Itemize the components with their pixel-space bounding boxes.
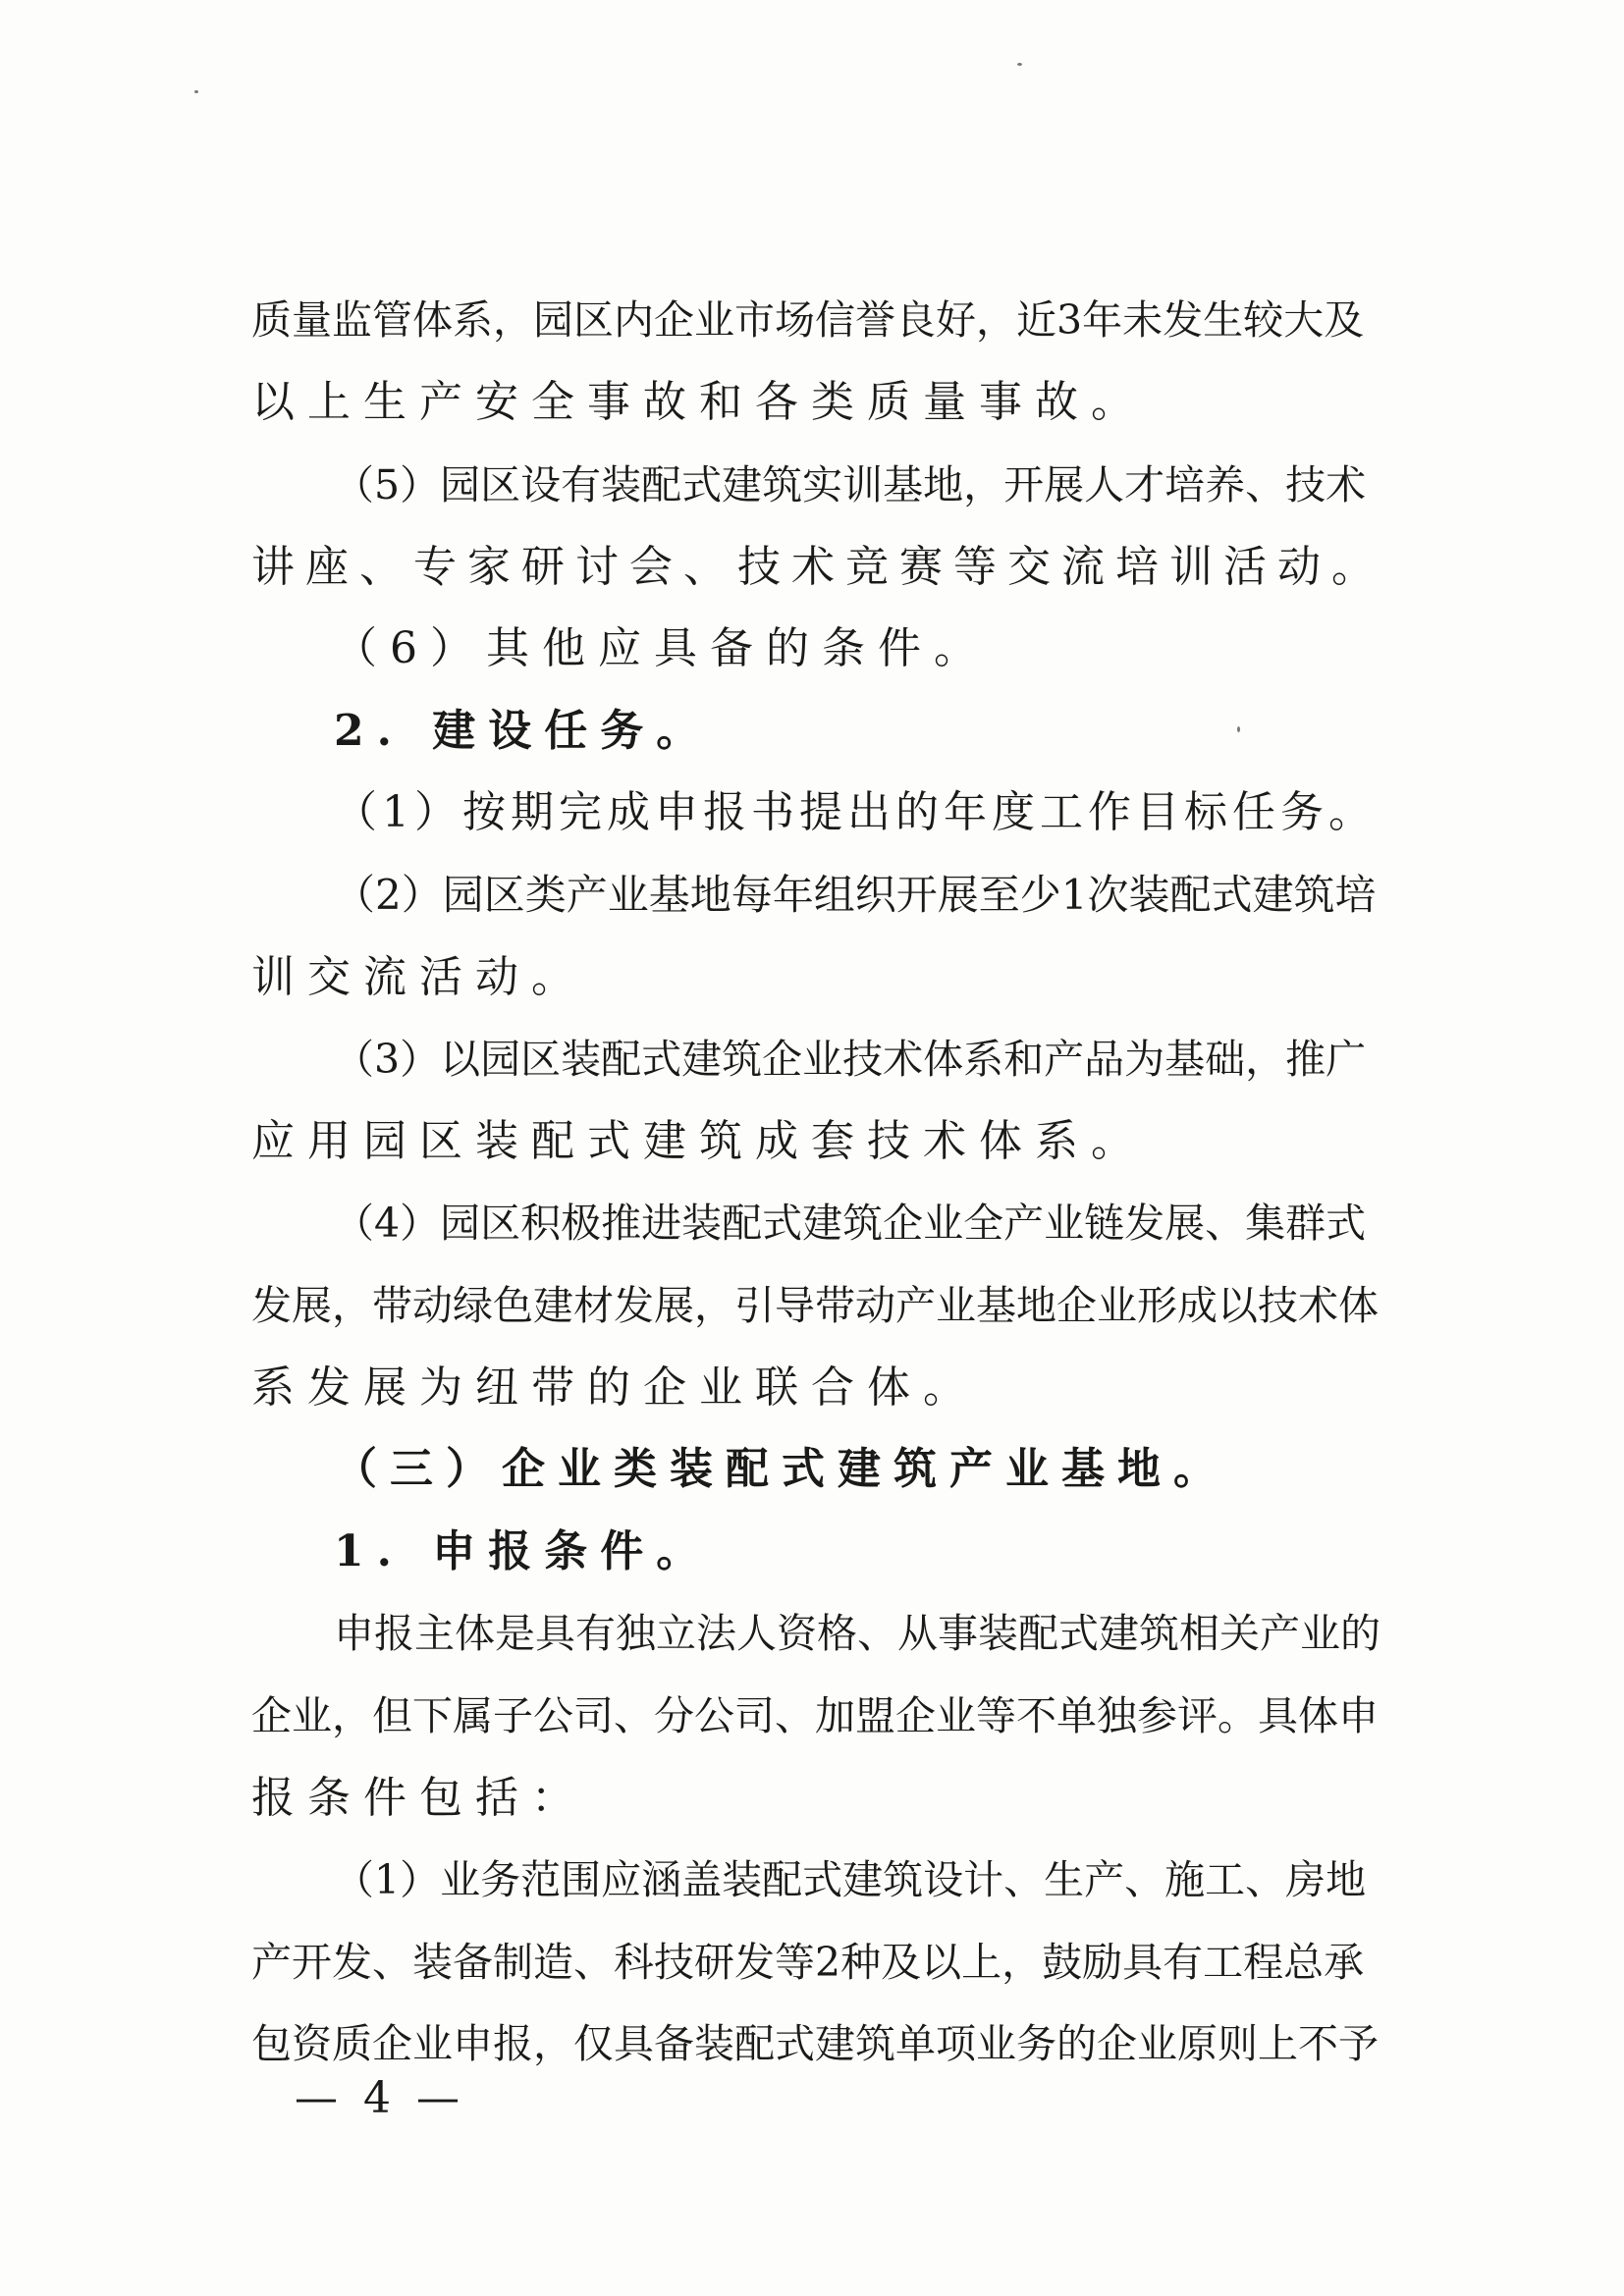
task-4-line-3: 系发展为纽带的企业联合体。 — [251, 1362, 979, 1413]
section-heading-application-conditions: 1. 申报条件。 — [334, 1526, 713, 1576]
scan-speck — [1237, 726, 1240, 732]
task-2-line-2: 训交流活动。 — [251, 952, 587, 1002]
item-5-line-2: 讲座、专家研讨会、技术竞赛等交流培训活动。 — [251, 542, 1385, 592]
conditions-line-2: 企业，但下属子公司、分公司、加盟企业等不单独参评。具体申 — [251, 1692, 1379, 1739]
task-4-line-1: （4）园区积极推进装配式建筑企业全产业链发展、集群式 — [334, 1200, 1367, 1247]
task-1-line: （1）按期完成申报书提出的年度工作目标任务。 — [334, 787, 1377, 837]
condition-1-line-1: （1）业务范围应涵盖装配式建筑设计、生产、施工、房地 — [334, 1856, 1367, 1903]
section-heading-enterprise-bases: （三）企业类装配式建筑产业基地。 — [334, 1444, 1229, 1494]
task-2-line-1: （2）园区类产业基地每年组织开展至少1次装配式建筑培 — [334, 871, 1377, 919]
conditions-line-3: 报条件包括： — [251, 1773, 587, 1823]
condition-1-line-2: 产开发、装备制造、科技研发等2种及以上，鼓励具有工程总承 — [251, 1939, 1365, 1986]
task-4-line-2: 发展，带动绿色建材发展，引导带动产业基地企业形成以技术体 — [251, 1282, 1379, 1329]
task-3-line-2: 应用园区装配式建筑成套技术体系。 — [251, 1116, 1147, 1166]
conditions-line-1: 申报主体是具有独立法人资格、从事装配式建筑相关产业的 — [334, 1610, 1380, 1657]
item-6-line: （6）其他应具备的条件。 — [334, 623, 990, 673]
condition-1-line-3: 包资质企业申报，仅具备装配式建筑单项业务的企业原则上不予 — [251, 2020, 1379, 2067]
page-number: — 4 — — [295, 2073, 465, 2123]
body-line-2: 以上生产安全事故和各类质量事故。 — [251, 377, 1147, 427]
section-heading-construction-tasks: 2. 建设任务。 — [334, 706, 713, 756]
body-line-1: 质量监管体系，园区内企业市场信誉良好，近3年未发生较大及 — [251, 296, 1365, 344]
scan-speck — [1017, 63, 1022, 66]
scan-speck — [194, 90, 198, 93]
item-5-line-1: （5）园区设有装配式建筑实训基地，开展人才培养、技术 — [334, 461, 1367, 508]
task-3-line-1: （3）以园区装配式建筑企业技术体系和产品为基础，推广 — [334, 1036, 1367, 1083]
